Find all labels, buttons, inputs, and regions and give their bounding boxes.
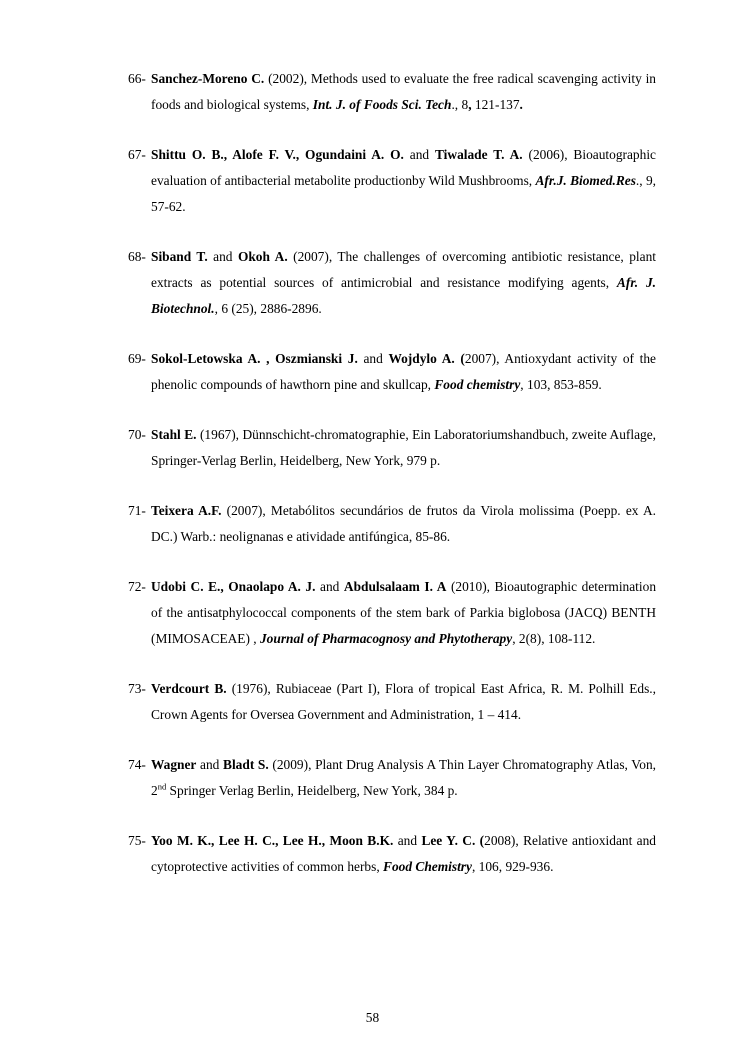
reference-text: (2002), Methods used to evaluate the free radical scavenging activity in foods and biological systems, (151, 71, 656, 112)
reference-journal: Journal of Pharmacognosy and Phytotherapy (259, 631, 513, 646)
reference-author: Okoh A. (237, 249, 288, 264)
reference-text: ., 8 (451, 97, 469, 112)
reference-item (128, 574, 657, 652)
reference-author: Bladt S. (223, 757, 269, 772)
reference-item (128, 422, 657, 474)
reference-author: Tiwalade T. A. (434, 147, 523, 162)
reference-number: 68- (128, 249, 146, 264)
reference-item (128, 346, 656, 398)
reference-number: 69- (128, 351, 146, 366)
reference-journal: Food Chemistry (383, 859, 472, 874)
reference-text: 121-137 (471, 97, 520, 112)
reference-author: Udobi C. E., Onaolapo A. J. (151, 579, 316, 594)
reference-author: Wagner (151, 757, 197, 772)
reference-author: Teixera A.F. (151, 503, 222, 518)
reference-author: Wojdylo A. ( (388, 351, 465, 366)
reference-item (128, 676, 656, 728)
reference-author: Lee Y. C. ( (421, 833, 485, 848)
reference-text: (2010), Bioautographic determination of the antisatphylococcal components of the stem bark of Parkia biglobosa (JACQ) BENTH (MIMOSACEAE) , (151, 579, 657, 646)
reference-item (128, 752, 656, 804)
reference-author: Shittu O. B., Alofe F. V., Ogundaini A. O. (151, 147, 404, 162)
reference-text: and (196, 757, 224, 772)
reference-text: , 106, 929-936. (471, 859, 554, 874)
reference-journal-wrap (434, 377, 520, 392)
reference-text: 2007), Antioxydant activity of the phenolic compounds of hawthorn pine and skullcap, (151, 351, 656, 392)
reference-journal: Afr. J. Biotechnol. (151, 275, 656, 316)
reference-number: 67- (128, 147, 146, 162)
reference-author: Siband T. (151, 249, 208, 264)
reference-text: (2009), Plant Drug Analysis A Thin Layer Chromatography Atlas, Von, 2 (151, 757, 656, 798)
reference-author: , (468, 97, 472, 112)
reference-text: 2008), Relative antioxidant and cytoprotective activities of common herbs, (151, 833, 657, 874)
reference-text: , 6 (25), 2886-2896. (214, 301, 322, 316)
reference-item (128, 66, 656, 118)
reference-text: , 103, 853-859. (520, 377, 602, 392)
reference-author: . (519, 97, 523, 112)
reference-journal-wrap (383, 859, 472, 874)
reference-author: Yoo M. K., Lee H. C., Lee H., Moon B.K. (151, 833, 394, 848)
reference-number: 74- (128, 757, 146, 772)
reference-item (128, 244, 656, 322)
reference-author: Abdulsalaam I. A (343, 579, 447, 594)
reference-text: and (207, 249, 238, 264)
reference-text: (2007), Metabólitos secundários de frutos da Virola molissima (Poepp. ex A. DC.) Warb.: neolignanas e atividade antifúngica, 85-86. (151, 503, 656, 544)
reference-item (128, 828, 657, 880)
reference-author: Sokol-Letowska A. , Oszmianski J. (151, 351, 358, 366)
reference-author: Sanchez-Moreno C. (151, 71, 265, 86)
reference-item (128, 142, 657, 220)
reference-journal: Food chemistry (434, 377, 521, 392)
reference-journal-wrap (535, 173, 635, 188)
reference-number: 66- (128, 71, 146, 86)
reference-number: 75- (128, 833, 146, 848)
reference-text: (1976), Rubiaceae (Part I), Flora of tropical East Africa, R. M. Polhill Eds., Crown Agents for Oversea Government and Administration, 1 – 414. (151, 681, 656, 722)
reference-journal: Afr.J. Biomed.Res (535, 173, 636, 188)
reference-text: and (393, 833, 422, 848)
reference-number: 72- (128, 579, 146, 594)
reference-author: Stahl E. (151, 427, 197, 442)
reference-number: 70- (128, 427, 146, 442)
reference-number: 71- (128, 503, 146, 518)
reference-number: 73- (128, 681, 146, 696)
reference-text: and (357, 351, 389, 366)
reference-text: (2007), The challenges of overcoming antibiotic resistance, plant extracts as potential sources of antimicrobial and resistance modifying agents, (151, 249, 656, 290)
reference-text: and (403, 147, 435, 162)
reference-text: and (315, 579, 344, 594)
reference-text: (1967), Dünnschicht-chromatographie, Ein Laboratoriumshandbuch, zweite Auflage, Springer-Verlag Berlin, Heidelberg, New York, 979 p. (151, 427, 657, 468)
reference-text: , 2(8), 108-112. (512, 631, 596, 646)
reference-journal: Int. J. of Foods Sci. Tech (312, 97, 452, 112)
reference-text: nd (157, 781, 167, 792)
reference-list (0, 66, 745, 904)
reference-author: Verdcourt B. (151, 681, 227, 696)
reference-journal-wrap (260, 631, 512, 646)
reference-text: Springer Verlag Berlin, Heidelberg, New York, 384 p. (166, 783, 458, 798)
reference-text: ., 9, 57-62. (151, 173, 657, 214)
reference-text: (2006), Bioautographic evaluation of antibacterial metabolite productionby Wild Mushbrooms, (151, 147, 656, 188)
reference-journal-wrap (313, 97, 452, 112)
page-number: 58 (365, 1010, 380, 1025)
reference-item (128, 498, 656, 550)
